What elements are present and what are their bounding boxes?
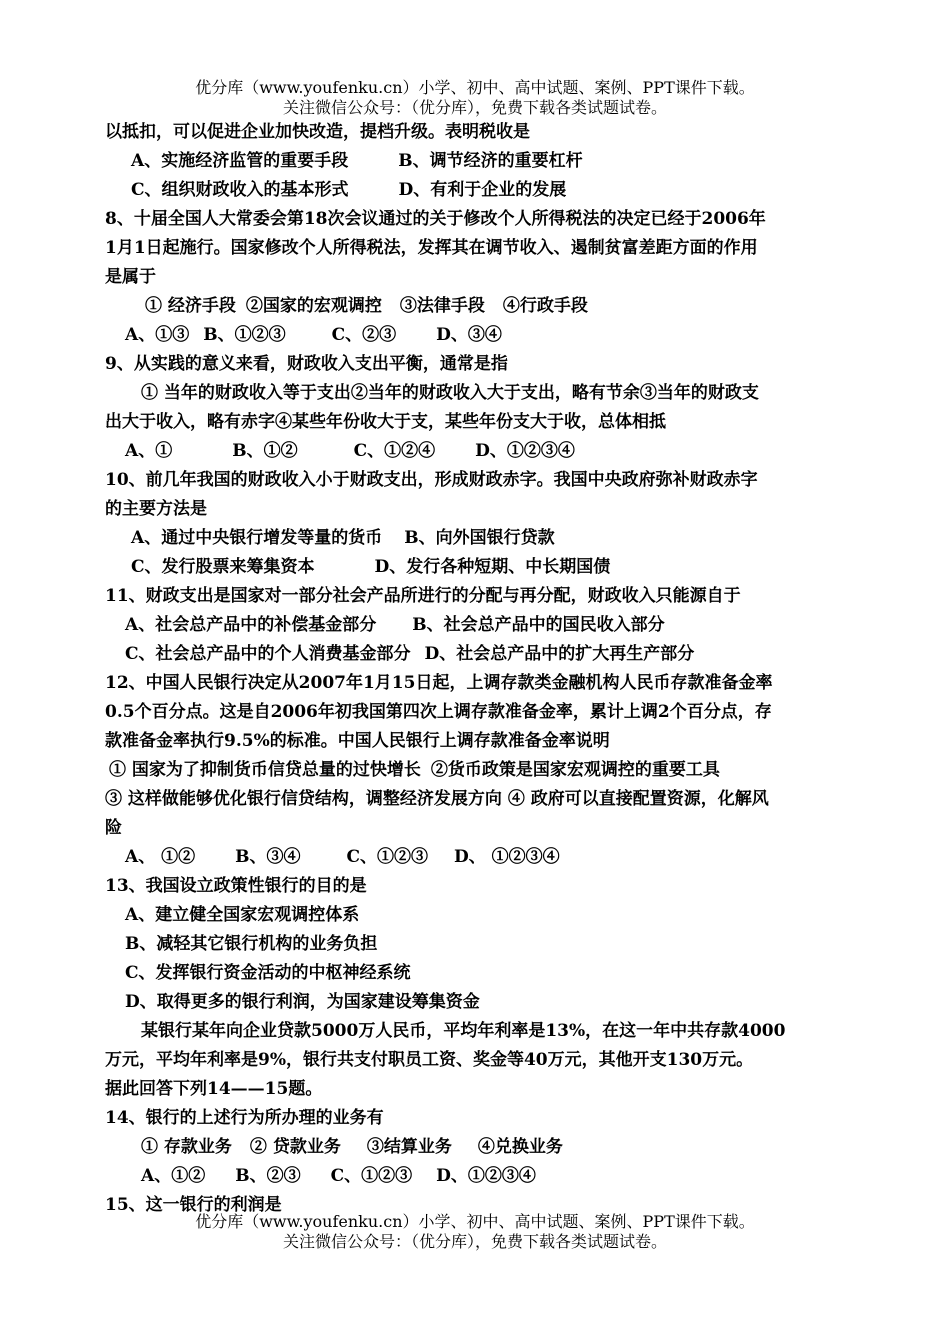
text-line bbox=[105, 1075, 857, 1104]
text-segment: D、发行各种短期、中长期国债 bbox=[374, 557, 611, 577]
text-segment: C、组织财政收入的基本形式 bbox=[131, 180, 349, 200]
text-line bbox=[105, 756, 857, 785]
text-line bbox=[105, 698, 857, 727]
text-line bbox=[105, 1104, 857, 1133]
text-line bbox=[105, 930, 857, 959]
text-segment: C、①②④ bbox=[353, 441, 436, 461]
text-line bbox=[105, 901, 857, 930]
header-line-1: 优分库（www.youfenku.cn）小学、初中、高中试题、案例、PPT课件下载。 bbox=[195, 78, 755, 97]
text-line bbox=[105, 350, 857, 379]
page-header bbox=[0, 78, 950, 118]
text-segment: D、社会总产品中的扩大再生产部分 bbox=[424, 644, 695, 664]
text-line bbox=[105, 118, 857, 147]
text-line bbox=[105, 1046, 857, 1075]
text-segment: A、①② bbox=[141, 1166, 206, 1186]
text-segment: A、 ①② bbox=[125, 847, 196, 867]
text-segment: ④行政手段 bbox=[502, 296, 588, 316]
text-line bbox=[105, 147, 857, 176]
text-segment: D、③④ bbox=[436, 325, 502, 345]
text-segment: C、②③ bbox=[331, 325, 397, 345]
text-line bbox=[105, 843, 857, 872]
header-line-2: 关注微信公众号：（优分库），免费下载各类试题试卷。 bbox=[282, 98, 667, 117]
text-segment: C、①②③ bbox=[346, 847, 429, 867]
text-segment: 11、财政支出是国家对一部分社会产品所进行的分配与再分配，财政收入只能源自于 bbox=[105, 586, 741, 606]
text-segment: ②国家的宏观调控 bbox=[245, 296, 382, 316]
text-segment: 出大于收入，略有赤字④某些年份收大于支，某些年份支大于收，总体相抵 bbox=[105, 412, 666, 432]
text-line bbox=[105, 640, 857, 669]
text-segment: D、取得更多的银行利润，为国家建设筹集资金 bbox=[125, 992, 480, 1012]
text-segment: ① 当年的财政收入等于支出②当年的财政收入大于支出，略有节余③当年的财政支 bbox=[141, 383, 759, 403]
text-segment: D、①②③④ bbox=[436, 1166, 536, 1186]
text-line bbox=[105, 408, 857, 437]
text-segment: A、实施经济监管的重要手段 bbox=[131, 151, 349, 171]
text-segment: B、社会总产品中的国民收入部分 bbox=[412, 615, 665, 635]
text-line bbox=[105, 872, 857, 901]
text-segment: ① 国家为了抑制货币信贷总量的过快增长 bbox=[109, 760, 421, 780]
text-segment: 14、银行的上述行为所办理的业务有 bbox=[105, 1108, 384, 1128]
text-segment: A、建立健全国家宏观调控体系 bbox=[125, 905, 360, 925]
text-segment: 以抵扣，可以促进企业加快改造，提档升级。表明税收是 bbox=[105, 122, 530, 142]
text-segment: ② 贷款业务 bbox=[249, 1137, 341, 1157]
text-line bbox=[105, 437, 857, 466]
text-line bbox=[105, 727, 857, 756]
text-segment: ③法律手段 bbox=[399, 296, 485, 316]
text-segment: B、调节经济的重要杠杆 bbox=[398, 151, 583, 171]
text-line bbox=[105, 321, 857, 350]
text-segment: 的主要方法是 bbox=[105, 499, 207, 519]
footer-line-2: 关注微信公众号：（优分库），免费下载各类试题试卷。 bbox=[282, 1232, 667, 1251]
text-line bbox=[105, 524, 857, 553]
text-segment: D、①②③④ bbox=[475, 441, 575, 461]
text-segment: B、减轻其它银行机构的业务负担 bbox=[125, 934, 378, 954]
text-line bbox=[105, 176, 857, 205]
text-segment: ③结算业务 bbox=[366, 1137, 452, 1157]
text-segment: ① 存款业务 bbox=[141, 1137, 232, 1157]
text-line bbox=[105, 1162, 857, 1191]
text-segment: 0.5个百分点。这是自2006年初我国第四次上调存款准备金率，累计上调2个百分点，存 bbox=[105, 702, 772, 722]
text-segment: 据此回答下列14——15题。 bbox=[105, 1079, 323, 1099]
text-segment: 12、中国人民银行决定从2007年1月15日起，上调存款类金融机构人民币存款准备金率 bbox=[105, 673, 773, 693]
text-line bbox=[105, 669, 857, 698]
text-segment: 是属于 bbox=[105, 267, 156, 287]
text-segment: D、 ①②③④ bbox=[454, 847, 560, 867]
text-segment: 15、这一银行的利润是 bbox=[105, 1195, 282, 1215]
text-line bbox=[105, 263, 857, 292]
text-line bbox=[105, 379, 857, 408]
text-segment: C、①②③ bbox=[330, 1166, 413, 1186]
document-body bbox=[105, 118, 857, 1220]
text-segment: 8、十届全国人大常委会第18次会议通过的关于修改个人所得税法的决定已经于2006年 bbox=[105, 209, 766, 229]
text-segment: B、①② bbox=[232, 441, 298, 461]
page-footer bbox=[0, 1212, 950, 1252]
text-line bbox=[105, 292, 857, 321]
text-segment: A、通过中央银行增发等量的货币 bbox=[131, 528, 383, 548]
text-segment: C、发挥银行资金活动的中枢神经系统 bbox=[125, 963, 411, 983]
text-segment: B、向外国银行贷款 bbox=[404, 528, 555, 548]
text-line bbox=[105, 234, 857, 263]
text-line bbox=[105, 553, 857, 582]
text-segment: D、有利于企业的发展 bbox=[398, 180, 567, 200]
text-line bbox=[105, 1133, 857, 1162]
text-segment: A、① bbox=[125, 441, 173, 461]
text-segment: 9、从实践的意义来看，财政收入支出平衡，通常是指 bbox=[105, 354, 508, 374]
text-segment: 13、我国设立政策性银行的目的是 bbox=[105, 876, 367, 896]
text-segment: A、①③ bbox=[125, 325, 190, 345]
text-segment: ③ 这样做能够优化银行信贷结构，调整经济发展方向 ④ 政府可以直接配置资源，化解风 bbox=[105, 789, 769, 809]
text-line bbox=[105, 959, 857, 988]
text-segment: 款准备金率执行9.5%的标准。中国人民银行上调存款准备金率说明 bbox=[105, 731, 610, 751]
text-line bbox=[105, 466, 857, 495]
text-segment: C、社会总产品中的个人消费基金部分 bbox=[125, 644, 411, 664]
text-segment: 万元，平均年利率是9%，银行共支付职员工资、奖金等40万元，其他开支130万元。 bbox=[105, 1050, 754, 1070]
text-line bbox=[105, 495, 857, 524]
text-segment: ① 经济手段 bbox=[145, 296, 236, 316]
text-segment: 险 bbox=[105, 818, 122, 838]
text-segment: ④兑换业务 bbox=[477, 1137, 563, 1157]
text-segment: B、②③ bbox=[235, 1166, 301, 1186]
text-segment: B、③④ bbox=[235, 847, 301, 867]
text-segment: 某银行某年向企业贷款5000万人民币，平均年利率是13%，在这一年中共存款4000 bbox=[141, 1021, 786, 1041]
text-segment: 10、前几年我国的财政收入小于财政支出，形成财政赤字。我国中央政府弥补财政赤字 bbox=[105, 470, 758, 490]
text-line bbox=[105, 785, 857, 814]
text-segment: 1月1日起施行。国家修改个人所得税法，发挥其在调节收入、遏制贫富差距方面的作用 bbox=[105, 238, 758, 258]
text-line bbox=[105, 988, 857, 1017]
text-line bbox=[105, 611, 857, 640]
text-line bbox=[105, 1017, 857, 1046]
text-segment: A、社会总产品中的补偿基金部分 bbox=[125, 615, 377, 635]
text-line bbox=[105, 814, 857, 843]
text-line bbox=[105, 205, 857, 234]
footer-line-1: 优分库（www.youfenku.cn）小学、初中、高中试题、案例、PPT课件下载。 bbox=[195, 1212, 755, 1231]
text-segment: C、发行股票来筹集资本 bbox=[131, 557, 315, 577]
text-segment: B、①②③ bbox=[203, 325, 286, 345]
text-segment: ②货币政策是国家宏观调控的重要工具 bbox=[430, 760, 720, 780]
text-line bbox=[105, 582, 857, 611]
